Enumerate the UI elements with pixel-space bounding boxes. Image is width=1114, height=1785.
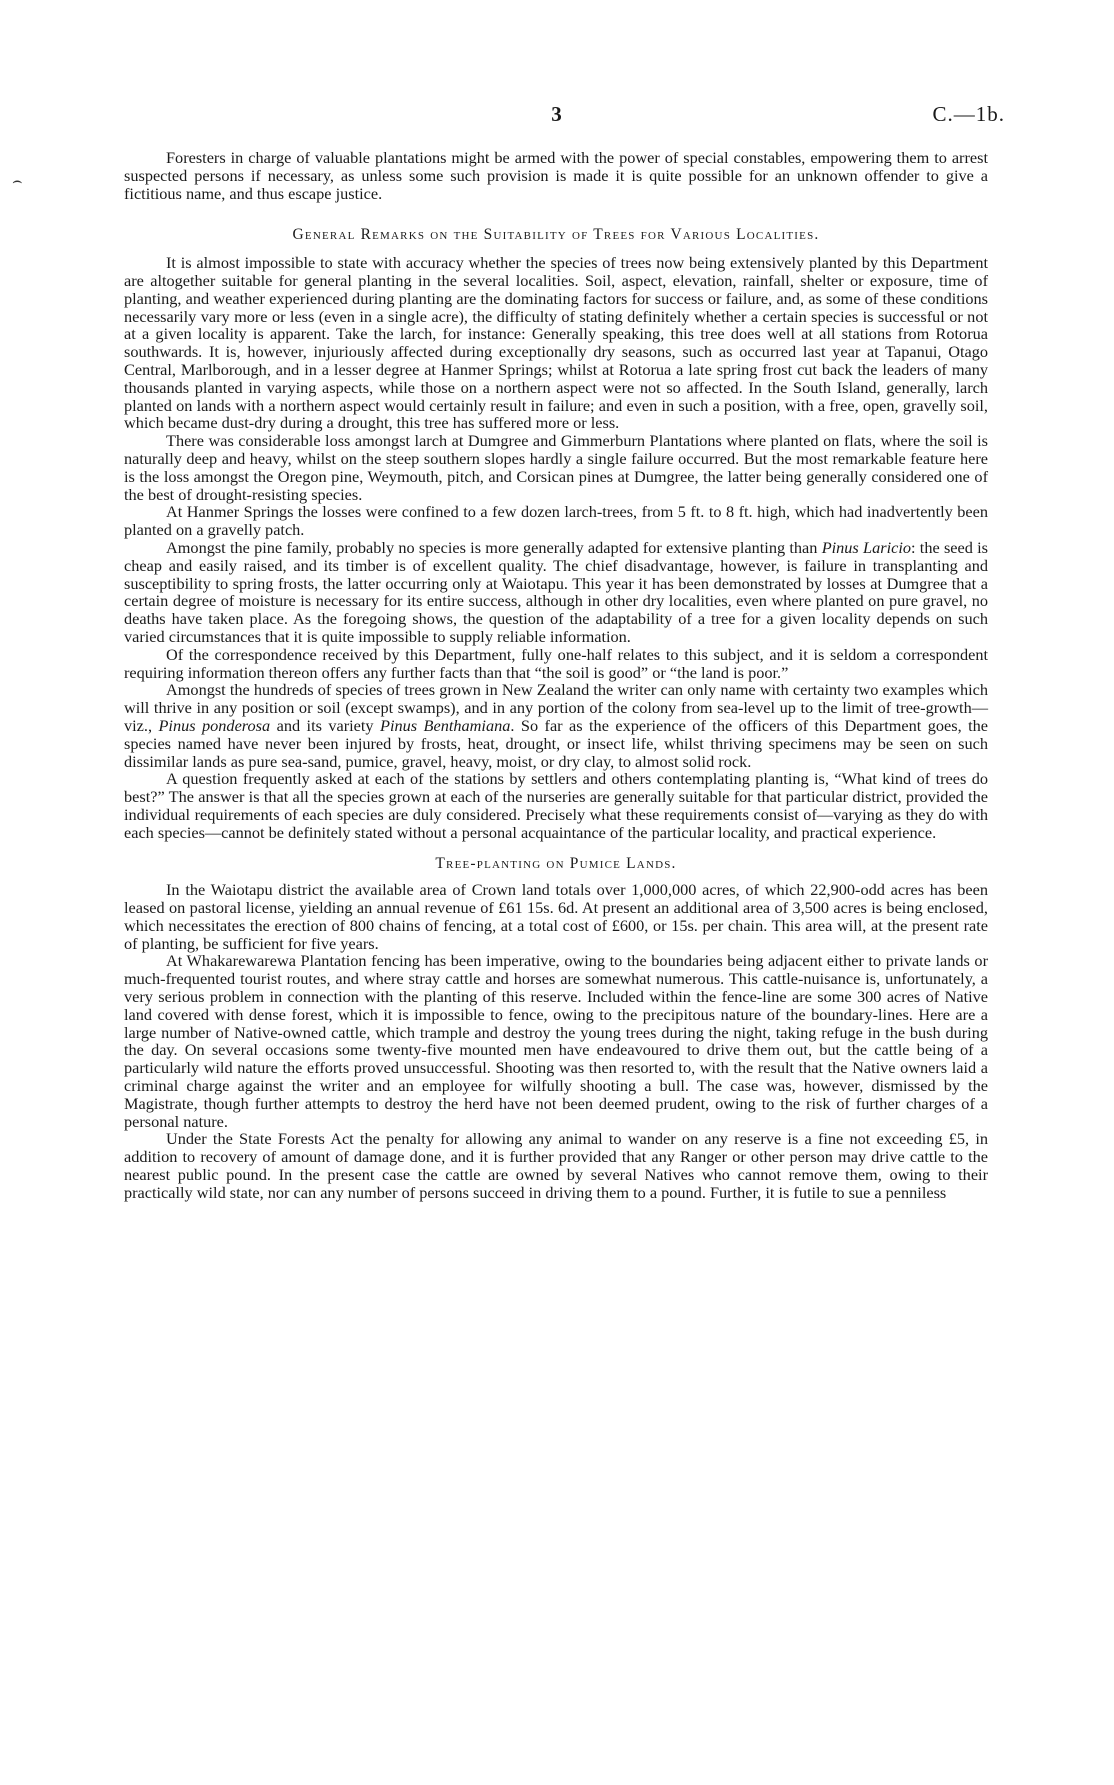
page-number: 3 [551, 102, 563, 126]
paragraph: At Whakarewarewa Plantation fencing has been imperative, owing to the boundaries being adjacent either to private lands or much-frequented tourist routes, and where stray cattle and horses are somewhat numerous. This cattle-nuisance is, unfortunately, a very serious problem in connection with the planting of this reserve. Included within the fence-line are some 300 acres of Native land covered with dense forest, which it is impossible to fence, owing to the precipitous nature of the boundary-lines. Here are a large number of Native-owned cattle, which trample and destroy the young trees during the night, taking refuge in the bush during the day. On several occasions some twenty-five mounted men have endeavoured to drive them out, but the cattle being of a particularly wild nature the efforts proved unsuccessful. Shooting was then resorted to, with the result that the Native owners laid a criminal charge against the writer and an employee for wilfully shooting a bull. The case was, however, dismissed by the Magistrate, though further attempts to destroy the herd have not been deemed prudent, owing to the risk of further charges of a personal nature. [124, 951, 988, 1131]
section-heading-suitability: General Remarks on the Suitability of Trees for Various Localities. [292, 226, 820, 244]
text-run: Amongst the pine family, probably no species is more generally adapted for extensive planting than [166, 537, 822, 557]
paragraph: There was considerable loss amongst larch at Dumgree and Gimmerburn Plantations where planted on flats, where the soil is naturally deep and heavy, whilst on the steep southern slopes hardly a single failure occurred. But the most remarkable feature here is the loss amongst the Oregon pine, Weymouth, pitch, and Corsican pines at Dumgree, the latter being generally considered one of the best of drought-resisting species. [124, 431, 988, 504]
species-name: Pinus ponderosa [158, 715, 271, 735]
paragraph [124, 681, 988, 770]
paragraph: It is almost impossible to state with accuracy whether the species of trees now being extensively planted by this Department are altogether suitable for general planting in the several localities. Soil, aspect, elevation, rainfall, shelter or exposure, time of planting, and weather experienced during planting are the dominating factors for success or failure, and, as some of these conditions necessarily vary more or less (even in a single acre), the difficulty of stating definitely whether a certain species is successful or not at a given locality is apparent. Take the larch, for instance: Generally speaking, this tree does well at all stations from Rotorua southwards. It is, however, injuriously affected during exceptionally dry seasons, such as occurred last year at Tapanui, Otago Central, Marlborough, and in a lesser degree at Hanmer Springs; whilst at Rotorua a late spring frost cut back the leaders of many thousands planted in varying aspects, while those on a northern aspect were not so affected. In the South Island, generally, larch planted on lands with a northern aspect would certainly result in failure; and even in such a position, with a free, open, gravelly soil, which became dust-dry during a drought, this tree has suffered more or less. [124, 253, 988, 433]
paragraph: In the Waiotapu district the available area of Crown land totals over 1,000,000 acres, of which 22,900-odd acres has been leased on pastoral license, yielding an annual revenue of £61 15s. 6d. At present an additional area of 3,500 acres is being enclosed, which necessitates the erection of 800 chains of fencing, at a total cost of £600, or 15s. per chain. This area will, at the present rate of planting, be sufficient for five years. [124, 880, 988, 953]
paragraph: A question frequently asked at each of the stations by settlers and others contemplating planting is, “What kind of trees do best?” The answer is that all the species grown at each of the nurseries are generally suitable for that particular district, provided the individual requirements of each species are duly considered. Precisely what these requirements consist of—varying as they do with each species—cannot be definitely stated without a personal acquaintance of the particular locality, and practical experience. [124, 769, 988, 842]
text-run: and its variety [270, 715, 381, 735]
document-reference: C.—1b. [932, 102, 1005, 126]
paragraph: Foresters in charge of valuable plantations might be armed with the power of special constables, empowering them to arrest suspected persons if necessary, as unless some such provision is made it is quite possible for an unknown offender to give a fictitious name, and thus escape justice. [124, 148, 988, 203]
paragraph: Of the correspondence received by this Department, fully one-half relates to this subject, and it is seldom a correspondent requiring information thereon offers any further facts than that “the soil is good” or “the land is poor.” [124, 644, 988, 682]
body-text [124, 149, 988, 1202]
text-run: Amongst the hundreds of species of trees grown in New Zealand the writer can only name with certainty two examples which will thrive in any position or soil (except swamps), and in any portion of the colony from sea-level up to the limit of tree-growth—viz., [124, 680, 988, 735]
paragraph [124, 539, 988, 646]
species-name: Pinus Benthamiana [380, 715, 511, 735]
section-heading-pumice-lands: Tree-planting on Pumice Lands. [435, 855, 677, 873]
paragraph: At Hanmer Springs the losses were confined to a few dozen larch-trees, from 5 ft. to 8 ft. high, which had inadvertently been planted on a gravelly patch. [124, 502, 988, 540]
margin-mark: ⌢ [12, 173, 23, 190]
text-run: . So far as the experience of the officers of this Department goes, the species named have never been injured by frosts, heat, drought, or insect life, whilst thriving specimens may be seen on such dissimilar lands as pure sea-sand, pumice, gravel, heavy, moist, or dry clay, to almost solid rock. [124, 715, 989, 771]
species-name: Pinus Laricio [821, 537, 911, 557]
paragraph: Under the State Forests Act the penalty for allowing any animal to wander on any reserve is a fine not exceeding £5, in addition to recovery of amount of damage done, and it is further provided that any Ranger or other person may drive cattle to the nearest public pound. In the present case the cattle are owned by several Natives who cannot remove them, owing to their practically wild state, nor can any number of persons succeed in driving them to a pound. Further, it is futile to sue a penniless [124, 1129, 988, 1202]
text-run: : the seed is cheap and easily raised, and its timber is of excellent quality. The chief disadvantage, however, is failure in transplanting and susceptibility to spring frosts, the latter occurring only at Waiotapu. This year it has been demonstrated by losses at Dumgree that a certain degree of moisture is necessary for its entire success, although in other dry localities, even where planted on pure gravel, no deaths have taken place. As the foregoing shows, the question of the adaptability of a tree for a given locality depends on such varied circumstances that it is quite impossible to supply reliable information. [124, 537, 989, 646]
